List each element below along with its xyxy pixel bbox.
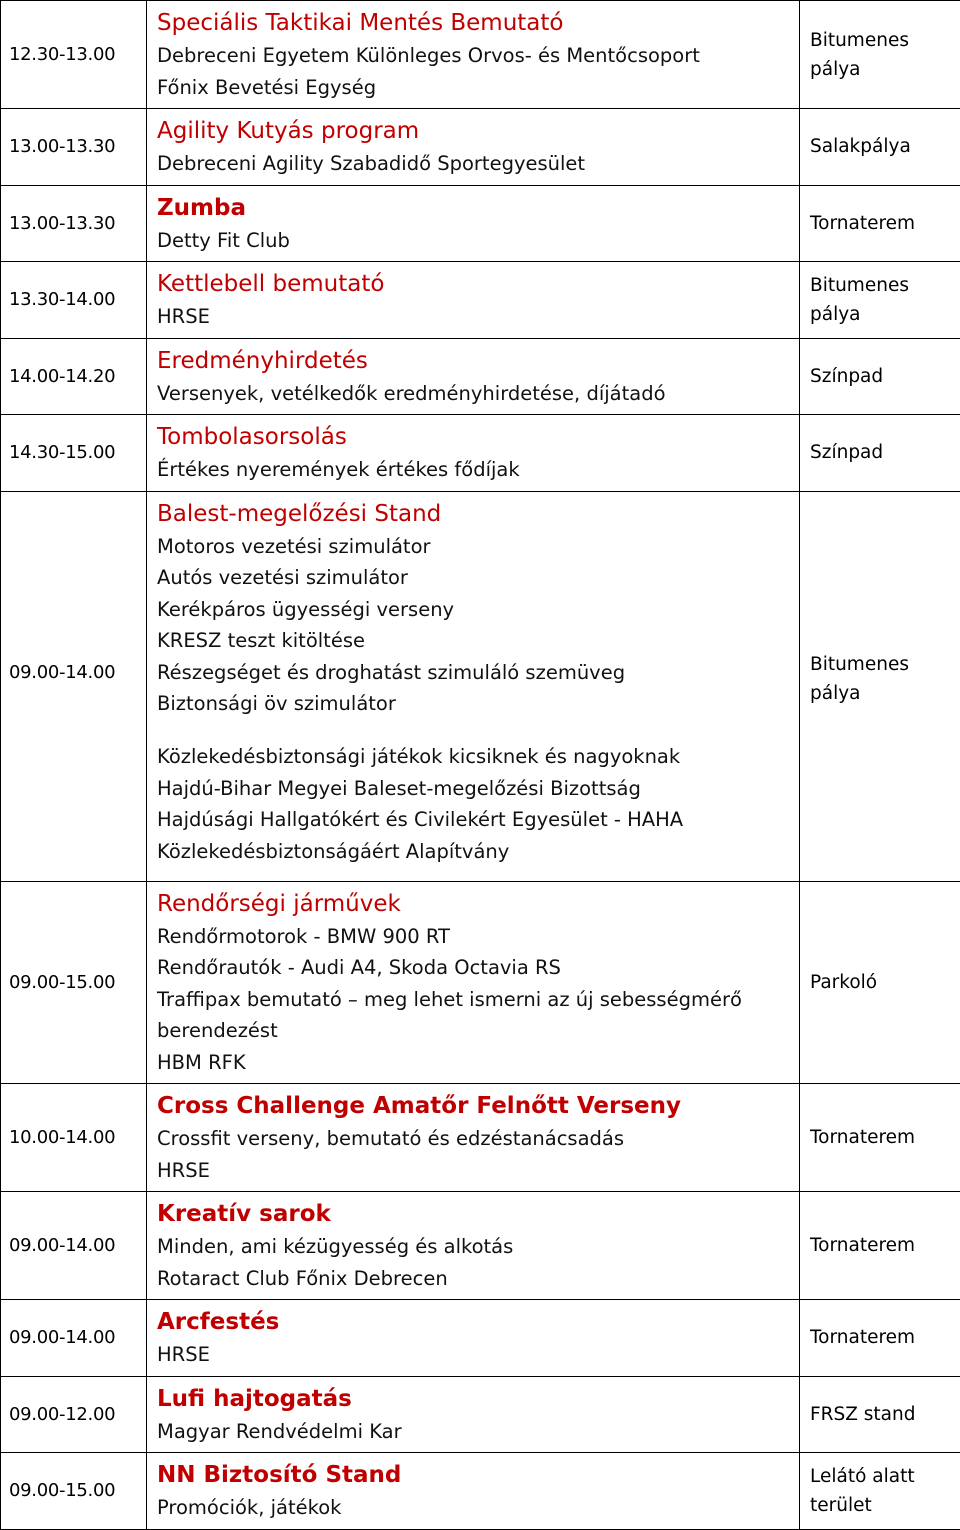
schedule-row: [1, 185, 960, 262]
schedule-row: [1, 1192, 960, 1300]
location-cell: Tornaterem: [800, 1084, 960, 1192]
program-cell: [147, 338, 800, 415]
schedule-row: [1, 1084, 960, 1192]
program-line: Biztonsági öv szimulátor: [157, 688, 793, 720]
location-cell: Tornaterem: [800, 1192, 960, 1300]
program-title: Arcfestés: [157, 1306, 793, 1339]
schedule-row: [1, 262, 960, 339]
program-line: Közlekedésbiztonsági játékok kicsiknek és nagyoknak: [157, 741, 793, 773]
location-cell: Lelátó alatt terület: [800, 1453, 960, 1530]
program-cell: [147, 1084, 800, 1192]
time-cell: 09.00-14.00: [1, 1300, 147, 1377]
schedule-row: [1, 415, 960, 492]
program-line: KRESZ teszt kitöltése: [157, 625, 793, 657]
program-line: Motoros vezetési szimulátor: [157, 531, 793, 563]
program-cell: [147, 881, 800, 1084]
location-cell: Színpad: [800, 415, 960, 492]
schedule-row: [1, 1376, 960, 1453]
program-cell: [147, 185, 800, 262]
schedule-row: [1, 1453, 960, 1530]
time-cell: 13.30-14.00: [1, 262, 147, 339]
program-line: Közlekedésbiztonságáért Alapítvány: [157, 836, 793, 868]
program-line: HRSE: [157, 1155, 793, 1187]
program-line: Hajdúsági Hallgatókért és Civilekért Egyesület - HAHA: [157, 804, 793, 836]
program-line: Detty Fit Club: [157, 225, 793, 257]
program-line: Promóciók, játékok: [157, 1492, 793, 1524]
location-cell: Tornaterem: [800, 1300, 960, 1377]
time-cell: 13.00-13.30: [1, 109, 147, 186]
time-cell: 12.30-13.00: [1, 1, 147, 109]
program-line: Traffipax bemutató – meg lehet ismerni az új sebességmérő berendezést: [157, 984, 793, 1047]
program-line: Crossfit verseny, bemutató és edzéstanácsadás: [157, 1123, 793, 1155]
program-cell: [147, 491, 800, 735]
program-line: Rendőrmotorok - BMW 900 RT: [157, 921, 793, 953]
time-cell: 09.00-15.00: [1, 881, 147, 1084]
program-cell: [147, 262, 800, 339]
program-line: Versenyek, vetélkedők eredményhirdetése, díjátadó: [157, 378, 793, 410]
schedule-row: [1, 1, 960, 109]
program-title: Agility Kutyás program: [157, 115, 793, 148]
program-line: Debreceni Egyetem Különleges Orvos- és Mentőcsoport: [157, 40, 793, 72]
program-line: Rendőrautók - Audi A4, Skoda Octavia RS: [157, 952, 793, 984]
program-line: Rotaract Club Főnix Debrecen: [157, 1263, 793, 1295]
program-line: HRSE: [157, 1339, 793, 1371]
time-cell: [1, 491, 147, 881]
program-cell: [147, 1300, 800, 1377]
program-cell: [147, 109, 800, 186]
time-cell: 13.00-13.30: [1, 185, 147, 262]
location-cell: Tornaterem: [800, 185, 960, 262]
program-cell: [147, 1453, 800, 1530]
time-cell: 14.00-14.20: [1, 338, 147, 415]
location-cell: Bitumenes pálya: [800, 1, 960, 109]
time-cell: 09.00-15.00: [1, 1453, 147, 1530]
program-line: Főnix Bevetési Egység: [157, 72, 793, 104]
program-line: Értékes nyeremények értékes fődíjak: [157, 454, 793, 486]
program-line: Részegséget és droghatást szimuláló szemüveg: [157, 657, 793, 689]
program-title: Rendőrségi járművek: [157, 888, 793, 921]
location-cell: Salakpálya: [800, 109, 960, 186]
schedule-row: [1, 881, 960, 1084]
schedule-row: [1, 491, 960, 735]
program-title: Tombolasorsolás: [157, 421, 793, 454]
program-line: Debreceni Agility Szabadidő Sportegyesület: [157, 148, 793, 180]
time-cell: 14.30-15.00: [1, 415, 147, 492]
location-cell: [800, 491, 960, 881]
schedule-row: [1, 338, 960, 415]
location-cell: Színpad: [800, 338, 960, 415]
program-line: Kerékpáros ügyességi verseny: [157, 594, 793, 626]
program-title: Lufi hajtogatás: [157, 1383, 793, 1416]
program-title: NN Biztosító Stand: [157, 1459, 793, 1492]
location-cell: Bitumenes pálya: [800, 262, 960, 339]
program-line: Minden, ami kézügyesség és alkotás: [157, 1231, 793, 1263]
program-title: Eredményhirdetés: [157, 345, 793, 378]
schedule-row: [1, 109, 960, 186]
program-line: Magyar Rendvédelmi Kar: [157, 1416, 793, 1448]
program-title: Cross Challenge Amatőr Felnőtt Verseny: [157, 1090, 793, 1123]
program-line: Hajdú-Bihar Megyei Baleset-megelőzési Bizottság: [157, 773, 793, 805]
program-title: Speciális Taktikai Mentés Bemutató: [157, 7, 793, 40]
program-cell: [147, 1, 800, 109]
program-title: Zumba: [157, 192, 793, 225]
program-cell: [147, 1192, 800, 1300]
program-line: HRSE: [157, 301, 793, 333]
program-title: Balest-megelőzési Stand: [157, 498, 793, 531]
time-cell: 09.00-12.00: [1, 1376, 147, 1453]
program-title: Kreatív sarok: [157, 1198, 793, 1231]
schedule-row: [1, 1300, 960, 1377]
program-line: Autós vezetési szimulátor: [157, 562, 793, 594]
program-line: HBM RFK: [157, 1047, 793, 1079]
location-cell: FRSZ stand: [800, 1376, 960, 1453]
location-text: Bitumenes pálya: [810, 654, 909, 704]
time-cell: 10.00-14.00: [1, 1084, 147, 1192]
program-cell: [147, 415, 800, 492]
program-cell: [147, 1376, 800, 1453]
time-text: 09.00-14.00: [9, 662, 115, 683]
time-cell: 09.00-14.00: [1, 1192, 147, 1300]
location-cell: Parkoló: [800, 881, 960, 1084]
program-title: Kettlebell bemutató: [157, 268, 793, 301]
program-cell: [147, 735, 800, 881]
